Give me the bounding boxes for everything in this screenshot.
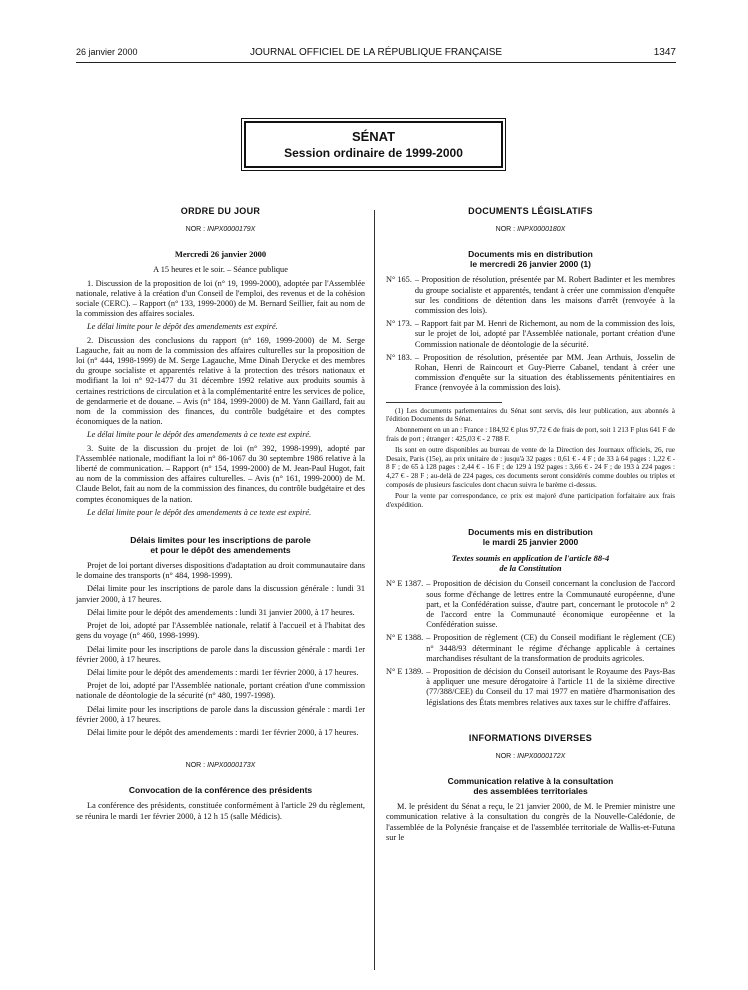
delais-para: Projet de loi, adopté par l'Assemblée nationale, portant création d'une commission nationale de déontologie de la sécurité (n° 480, 1997-1998).	[76, 681, 365, 701]
footnotes	[386, 407, 675, 510]
footnote: Abonnement en un an : France : 184,92 € plus 97,72 € de frais de port, soit 1 213 F plus 641 F de frais de port ; étranger : 425,03 € - 2 788 F.	[386, 426, 675, 444]
ordre-item: 2. Discussion des conclusions du rapport (n° 169, 1999-2000) de M. Serge Lagauche, fait au nom de la commission des affaires culturelles sur la proposition de loi (n° 444, 1998-1999) de M. Serge Lagauche, Mme Dinah Derycke et des membres du groupe socialiste et apparentés relative à la protection des trésors nationaux et modifiant la loi n° 92-1477 du 31 décembre 1992 relative aux produits soumis à certaines restrictions de circulation et à la complémentarité entre les services de police, de gendarmerie et de douane. – Avis (n° 184, 1999-2000) de M. Yann Gaillard, fait au nom de la commission des finances, du contrôle budgétaire et des comptes économiques de la nation.	[76, 335, 365, 427]
convocation-text: La conférence des présidents, constituée conformément à l'article 29 du règlement, se réunira le mardi 1er février 2000, à 12 h 15 (salle Médicis).	[76, 801, 365, 821]
ordre-item: 1. Discussion de la proposition de loi (n° 19, 1999-2000), adoptée par l'Assemblée nationale, relative à la création d'un Conseil de l'emploi, des revenus et de la cohésion sociale (CERC). – Rapport (n° 133, 1999-2000) de M. Bernard Seillier, fait au nom de la commission des affaires sociales.	[76, 278, 365, 319]
doc-e-item: N° E 1389. – Proposition de décision du Conseil autorisant le Royaume des Pays-Bas à appliquer une mesure dérogatoire à l'article 11 de la sixième directive (77/388/CEE) du Conseil du 17 mai 1977 en matière d'harmonisation des législations des États membres relatives aux taxes sur le chiffre d'affaires.	[386, 667, 675, 707]
title-session: Session ordinaire de 1999-2000	[284, 146, 463, 160]
delais-heading: Délais limites pour les inscriptions de parole et pour le dépôt des amendements	[130, 535, 311, 556]
delais-para: Délai limite pour le dépôt des amendements : mardi 1er février 2000, à 17 heures.	[87, 667, 359, 677]
right-column	[386, 206, 675, 846]
doc-e-item: N° E 1387. – Proposition de décision du Conseil concernant la conclusion de l'accord sous forme d'échange de lettres entre la Communauté européenne, d'une part, et la Confédération suisse, d'autre part, concernant le protocole n° 2 de l'accord entre la Communauté économique européenne et la Confédération suisse.	[386, 579, 675, 630]
seance-date-heading: Mercredi 26 janvier 2000	[174, 249, 267, 260]
delais-para: Projet de loi, adopté par l'Assemblée nationale, relatif à l'accueil et à l'habitat des gens du voyage (n° 460, 1998-1999).	[76, 621, 365, 641]
convocation-nor: NOR : INPX0000173X	[185, 762, 256, 770]
docs-nor: NOR : INPX0000180X	[495, 226, 566, 234]
title-box	[244, 121, 503, 168]
delais-para: Délai limite pour les inscriptions de parole dans la discussion générale : mardi 1er février 2000, à 17 heures.	[76, 644, 365, 664]
ordre-item: 3. Suite de la discussion du projet de loi (n° 392, 1998-1999), adopté par l'Assemblée nationale, modifiant la loi n° 86-1067 du 30 septembre 1986 relative à la liberté de communication. – Rapport (n° 154, 1999-2000) de M. Jean-Paul Hugot, fait au nom de la commission des affaires culturelles. – Avis (n° 161, 1999-2000) de M. Claude Belot, fait au nom de la commission des finances, du contrôle budgétaire et des comptes économiques de la nation.	[76, 443, 365, 504]
docs-distribution-heading: Documents mis en distribution le mercredi 26 janvier 2000 (1)	[468, 249, 593, 270]
delais-para: Délai limite pour le dépôt des amendements : lundi 31 janvier 2000, à 17 heures.	[87, 607, 355, 617]
delais-para: Délai limite pour les inscriptions de parole dans la discussion générale : lundi 31 janvier 2000, à 17 heures.	[76, 584, 365, 604]
footnote-rule	[386, 402, 502, 403]
delais-para: Projet de loi portant diverses dispositions d'adaptation au droit communautaire dans le domaine des transports (n° 484, 1998-1999).	[76, 561, 366, 581]
header-journal-title: JOURNAL OFFICIEL DE LA RÉPUBLIQUE FRANÇAISE	[249, 47, 503, 58]
ordre-delai-note: Le délai limite pour le dépôt des amendements à ce texte est expiré.	[87, 430, 312, 440]
ordre-delai-note: Le délai limite pour le dépôt des amendements est expiré.	[87, 322, 278, 332]
footnote: (1) Les documents parlementaires du Sénat sont servis, dès leur publication, aux abonnés à l'édition Documents du Sénat.	[386, 406, 675, 424]
communication-heading: Communication relative à la consultation des assemblées territoriales	[447, 776, 614, 797]
informations-diverses-heading: INFORMATIONS DIVERSES	[468, 732, 593, 743]
doc-item: N° 173. – Rapport fait par M. Henri de Richemont, au nom de la commission des lois, sur le projet de loi, adopté par l'Assemblée nationale, portant création d'une Commission nationale de déontologie de la sécurité.	[386, 319, 675, 349]
ordre-du-jour-heading: ORDRE DU JOUR	[180, 206, 261, 216]
docs25-article-heading: Textes soumis en application de l'article 88-4 de la Constitution	[451, 553, 610, 574]
page-header	[76, 47, 676, 61]
footnote: Ils sont en outre disponibles au bureau de vente de la Direction des Journaux officiels, 26, rue Desaix, Paris (15e), au prix unitaire de : jusqu'à 32 pages : 0,61 € - 4 F ; de 33 à 64 pages : 1,22 € - 8 F ; de 65 à 128 pages : 2,44 € - 16 F ; de 129 à 192 pages : 3,66 € - 24 F ; de 193 à 224 pages : 4,27 € - 28 F ; au-delà de 224 pages, ces documents seront considérés comme doubles ou triples et composés de plusieurs fascicules dont chacun suivra le barème ci-dessus.	[386, 445, 675, 490]
documents-legislatifs-heading: DOCUMENTS LÉGISLATIFS	[468, 206, 593, 216]
header-date: 26 janvier 2000	[76, 47, 138, 57]
docs25-distribution-heading: Documents mis en distribution le mardi 25 janvier 2000	[468, 527, 593, 548]
ordre-nor: NOR : INPX0000179X	[185, 226, 256, 234]
seance-line: A 15 heures et le soir. – Séance publique	[153, 265, 288, 275]
doc-item: N° 183. – Proposition de résolution, présentée par MM. Jean Arthuis, Josselin de Rohan, Henri de Raincourt et Guy-Pierre Cabanel, tendant à créer une commission d'enquête sur la situation des établissements pénitentiaires en France (renvoyée à la commission des lois).	[386, 352, 675, 393]
ordre-delai-note: Le délai limite pour le dépôt des amendements à ce texte est expiré.	[87, 507, 312, 517]
footnote: Pour la vente par correspondance, ce prix est majoré d'une participation forfaitaire aux frais d'expédition.	[386, 491, 675, 509]
title-senat: SÉNAT	[351, 129, 396, 144]
doc-e-item: N° E 1388. – Proposition de règlement (CE) du Conseil modifiant le règlement (CE) n° 3448/93 déterminant le régime d'échange applicable à certaines marchandises résultant de la transformation de produits agricoles.	[386, 633, 675, 663]
left-column	[76, 206, 365, 825]
column-divider	[374, 210, 375, 970]
delais-para: Délai limite pour le dépôt des amendements : mardi 1er février 2000, à 17 heures.	[87, 727, 359, 737]
infos-nor: NOR : INPX0000172X	[495, 753, 566, 761]
header-page-number: 1347	[653, 47, 676, 58]
header-rule	[76, 62, 676, 63]
communication-text: M. le président du Sénat a reçu, le 21 janvier 2000, de M. le Premier ministre une communication relative à la consultation du congrès de la Nouvelle-Calédonie, de l'assemblée de la Polynésie française et de l'assemblée territoriale de Wallis-et-Futuna sur le	[386, 802, 675, 842]
convocation-heading: Convocation de la conférence des présidents	[128, 785, 313, 796]
doc-item: N° 165. – Proposition de résolution, présentée par M. Robert Badinter et les membres du groupe socialiste et apparentés, tendant à créer une commission d'enquête sur les conditions de détention dans les maisons d'arrêt (renvoyée à la commission des lois).	[386, 275, 675, 316]
delais-para: Délai limite pour les inscriptions de parole dans la discussion générale : mardi 1er février 2000, à 17 heures.	[76, 704, 365, 724]
